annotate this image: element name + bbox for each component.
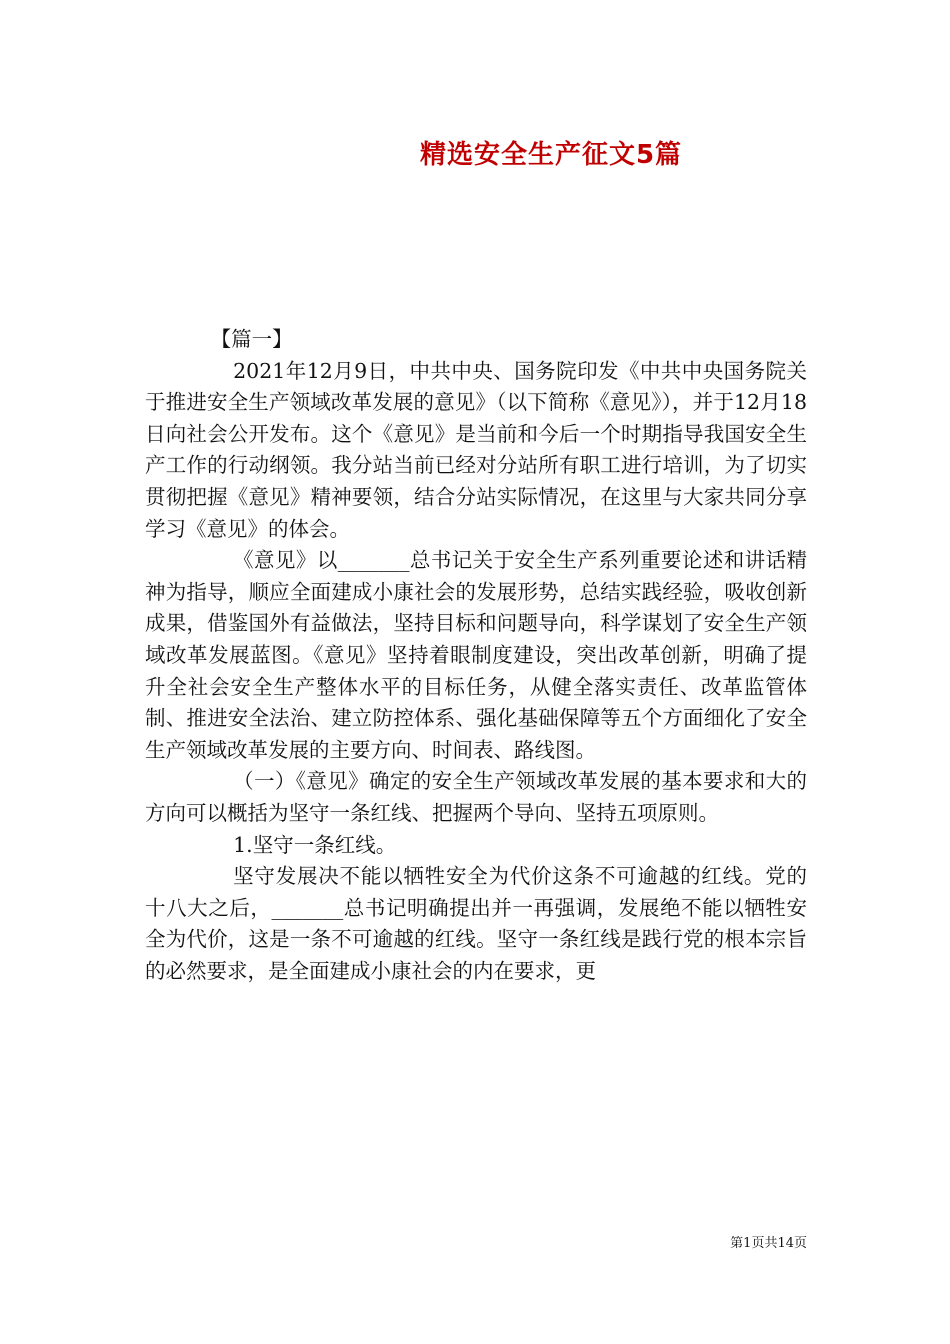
paragraph-1: 2021年12月9日，中共中央、国务院印发《中共中央国务院关于推进安全生产领域改革发展的意见》（以下简称《意见》），并于12月18日向社会公开发布。这个《意见》是当前和今后一个时期指导我国安全生产工作的行动纲领。我分站当前已经对分站所有职工进行培训，为了切实贯彻把握《意见》精神要领，结合分站实际情况，在这里与大家共同分享学习《意见》的体会。 (145, 358, 807, 541)
paragraph-2: 《意见》以_______总书记关于安全生产系列重要论述和讲话精神为指导，顺应全面建成小康社会的发展形势，总结实践经验，吸收创新成果，借鉴国外有益做法，坚持目标和问题导向，科学谋划了安全生产领域改革发展蓝图。《意见》坚持着眼制度建设，突出改革创新，明确了提升全社会安全生产整体水平的目标任务，从健全落实责任、改革监管体制、推进安全法治、建立防控体系、强化基础保障等五个方面细化了安全生产领域改革发展的主要方向、时间表、路线图。 (145, 548, 807, 762)
subheading: 1.坚守一条红线。 (233, 832, 397, 857)
paragraph-3: （一）《意见》确定的安全生产领域改革发展的基本要求和大的方向可以概括为坚守一条红线、把握两个导向、坚持五项原则。 (145, 769, 807, 825)
section-marker: 【篇一】 (210, 327, 293, 351)
page-footer: 第1页共14页 (730, 1236, 807, 1251)
paragraph-4: 坚守发展决不能以牺牲安全为代价这条不可逾越的红线。党的十八大之后，_______总书记明确提出并一再强调，发展绝不能以牺牲安全为代价，这是一条不可逾越的红线。坚守一条红线是践行党的根本宗旨的必然要求，是全面建成小康社会的内在要求，更 (145, 864, 807, 983)
document-body (145, 324, 807, 987)
page-title: 精选安全生产征文5篇 (419, 140, 683, 170)
